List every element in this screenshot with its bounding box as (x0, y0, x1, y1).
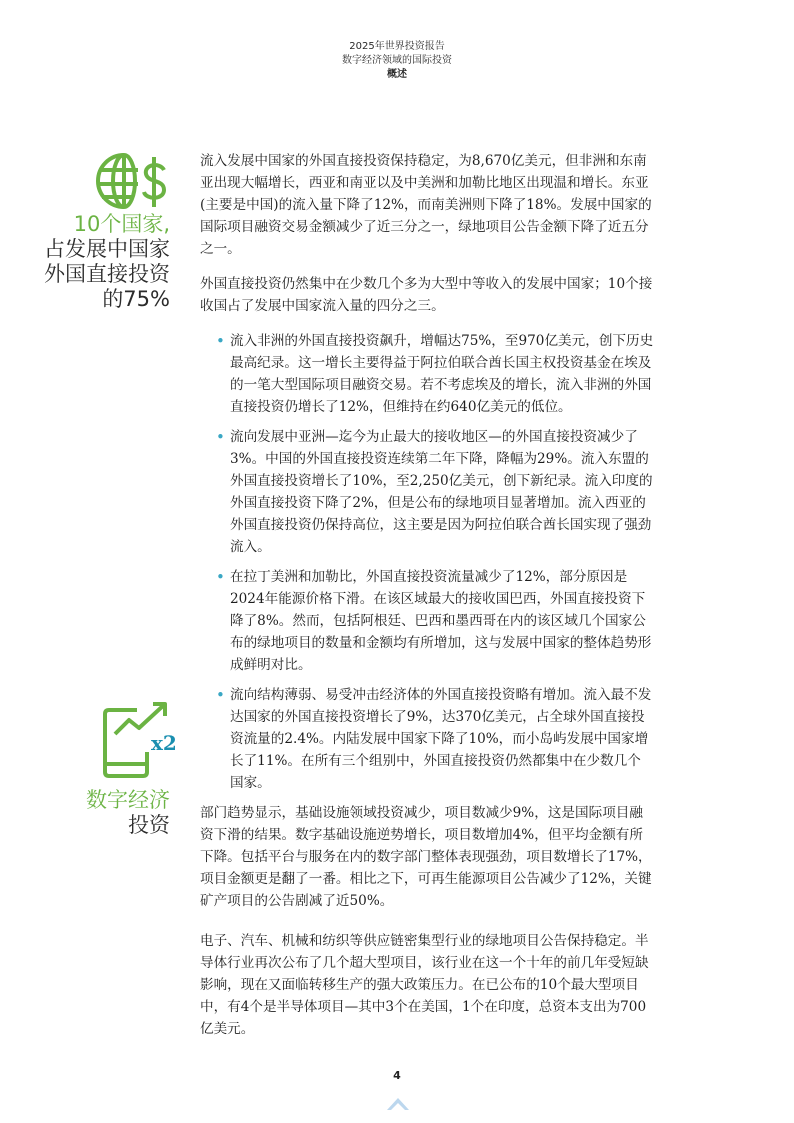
bullet-latin-america: • 在拉丁美洲和加勒比，外国直接投资流量减少了12%，部分原因是2024年能源价格下滑。在该区域最大的接收国巴西，外国直接投资下降了8%。然而，包括阿根廷、巴西和墨西哥在内的该区域几个国家公布的绿地项目的数量和金额均有所增加，这与发展中国家的整体趋势形成鲜明对比。 (216, 566, 654, 676)
section-title: 概述 (387, 69, 407, 80)
callout-line: 外国直接投资 (44, 262, 170, 286)
report-subtitle: 数字经济领域的国际投资 (342, 55, 452, 66)
callout-highlight: 10个国家, (73, 212, 170, 236)
main-body (200, 150, 654, 1053)
report-title: 2025年世界投资报告 (349, 41, 445, 52)
chevron-up-icon[interactable] (385, 1090, 411, 1116)
bullet-vulnerable-economies: • 流向结构薄弱、易受冲击经济体的外国直接投资略有增加。流入最不发达国家的外国直接投资增长了9%，达370亿美元，占全球外国直接投资流量的2.4%。内陆发展中国家下降了10%，而小岛屿发展中国家增长了11%。在所有三个组别中，外国直接投资仍然都集中在少数几个国家。 (216, 684, 654, 794)
callout-line: 的75% (102, 287, 170, 311)
globe-dollar-icon (94, 152, 170, 210)
body-paragraph: 外国直接投资仍然集中在少数几个多为大型中等收入的发展中国家；10个接收国占了发展中国家流入量的四分之三。 (200, 276, 653, 314)
phone-growth-icon (103, 698, 179, 778)
running-header (0, 40, 794, 82)
bullet-asia: • 流向发展中亚洲—迄今为止最大的接收地区—的外国直接投资减少了3%。中国的外国直接投资连续第二年下降，降幅为29%。流入东盟的外国直接投资增长了10%，至2,250亿美元，创下新纪录。流入印度的外国直接投资下降了2%，但是公布的绿地项目显著增加。流入西亚的外国直接投资仍保持高位，这主要是因为阿拉伯联合酋长国实现了强劲流入。 (216, 426, 654, 558)
growth-badge: x2 (151, 731, 177, 755)
callout-highlight: 数字经济 (86, 788, 170, 812)
callout-line: 投资 (128, 813, 170, 837)
body-paragraph: 流入发展中国家的外国直接投资保持稳定，为8,670亿美元，但非洲和东南亚出现大幅增长，西亚和南亚以及中美洲和加勒比地区出现温和增长。东亚(主要是中国)的流入量下降了12%，而南美洲则下降了18%。发展中国家的国际项目融资交易金额减少了近三分之一，绿地项目公告金额下降了近五分之一。 (200, 153, 652, 257)
fdi-concentration-callout (20, 212, 170, 312)
page-number: 4 (393, 1069, 401, 1082)
callout-line: 占发展中国家 (44, 237, 170, 261)
body-paragraph: 电子、汽车、机械和纺织等供应链密集型行业的绿地项目公告保持稳定。半导体行业再次公布了几个超大型项目，该行业在这一个十年的前几年受短缺影响，现在又面临转移生产的强大政策压力。在已公布的10个最大型项目中，有4个是半导体项目—其中3个在美国，1个在印度，总资本支出为700亿美元。 (200, 933, 649, 1037)
digital-investment-callout (20, 788, 170, 838)
body-paragraph: 部门趋势显示，基础设施领域投资减少，项目数减少9%，这是国际项目融资下滑的结果。数字基础设施逆势增长，项目数增加4%，但平均金额有所下降。包括平台与服务在内的数字部门整体表现强劲，项目数增长了17%，项目金额更是翻了一番。相比之下，可再生能源项目公告减少了12%，关键矿产项目的公告剧减了近50%。 (200, 805, 652, 909)
regional-bullet-list (216, 330, 654, 794)
bullet-africa: • 流入非洲的外国直接投资飙升，增幅达75%，至970亿美元，创下历史最高纪录。这一增长主要得益于阿拉伯联合酋长国主权投资基金在埃及的一笔大型国际项目融资交易。若不考虑埃及的增长，流入非洲的外国直接投资仍增长了12%，但维持在约640亿美元的低位。 (216, 330, 654, 418)
